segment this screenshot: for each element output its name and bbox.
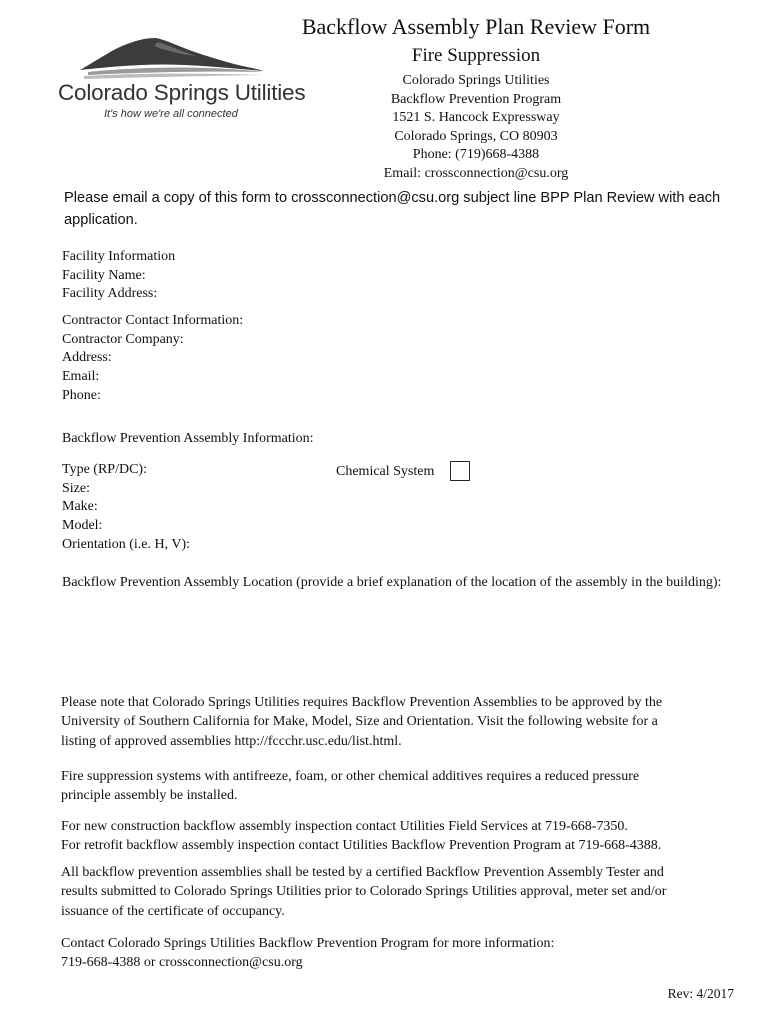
assembly-heading: Backflow Prevention Assembly Information:: [62, 431, 314, 446]
assembly-make-field[interactable]: Make:: [62, 499, 98, 515]
facility-heading: Facility Information: [62, 249, 176, 264]
program-name: Backflow Prevention Program: [390, 91, 562, 107]
form-subtitle: Fire Suppression: [411, 45, 541, 66]
chemical-system-checkbox[interactable]: [450, 461, 470, 481]
org-phone: Phone: (719)668-4388: [412, 147, 540, 163]
inspection-contact-note: [61, 817, 731, 856]
note-line: issuance of the certificate of occupancy.: [61, 903, 285, 919]
fire-suppression-note: [61, 767, 731, 806]
note-line: principle assembly be installed.: [61, 788, 238, 804]
street-address: 1521 S. Hancock Expressway: [392, 110, 560, 126]
note-line: results submitted to Colorado Springs Utilities prior to Colorado Springs Utilities approval, meter set and/or: [61, 884, 667, 900]
assembly-section: [62, 461, 190, 555]
facility-section: [62, 248, 175, 304]
org-name: Colorado Springs Utilities: [402, 73, 550, 88]
assembly-location-field[interactable]: Backflow Prevention Assembly Location (provide a brief explanation of the location of the assembly in the building):: [62, 575, 722, 590]
chemical-system-label: Chemical System: [336, 464, 435, 479]
assembly-model-field[interactable]: Model:: [62, 518, 103, 534]
testing-requirement-note: [61, 863, 731, 921]
logo-tagline: It's how we're all connected: [104, 108, 238, 120]
facility-name-field[interactable]: Facility Name:: [62, 267, 146, 283]
contractor-address-field[interactable]: Address:: [62, 350, 112, 366]
contractor-phone-field[interactable]: Phone:: [62, 387, 101, 403]
facility-address-field[interactable]: Facility Address:: [62, 286, 158, 302]
note-line: Please note that Colorado Springs Utilities requires Backflow Prevention Assemblies to be approved by the: [61, 695, 663, 710]
form-title: Backflow Assembly Plan Review Form: [301, 14, 651, 39]
note-line: listing of approved assemblies http://fccchr.usc.edu/list.html.: [61, 733, 402, 749]
org-email: Email: crossconnection@csu.org: [383, 165, 569, 181]
note-line: Contact Colorado Springs Utilities Backflow Prevention Program for more information:: [61, 936, 555, 951]
note-line: University of Southern California for Make, Model, Size and Orientation. Visit the following website for a: [61, 714, 658, 730]
assembly-orientation-field[interactable]: Orientation (i.e. H, V):: [62, 536, 191, 552]
org-contact-block: [300, 72, 652, 184]
assembly-size-field[interactable]: Size:: [62, 480, 90, 496]
assembly-type-field[interactable]: Type (RP/DC):: [62, 462, 147, 477]
note-line: All backflow prevention assemblies shall be tested by a certified Backflow Prevention Assembly Tester and: [61, 865, 664, 880]
note-line: For retrofit backflow assembly inspection contact Utilities Backflow Prevention Program at 719-668-4388.: [61, 838, 662, 854]
contractor-email-field[interactable]: Email:: [62, 369, 100, 385]
program-contact-note: [61, 934, 731, 973]
note-line: 719-668-4388 or crossconnection@csu.org: [61, 955, 303, 971]
note-line: For new construction backflow assembly inspection contact Utilities Field Services at 719-668-7350.: [61, 819, 628, 834]
email-instruction: Please email a copy of this form to crossconnection@csu.org subject line BPP Plan Review with each application.: [64, 190, 721, 228]
revision-date: Rev: 4/2017: [667, 986, 734, 1001]
city-state-zip: Colorado Springs, CO 80903: [394, 128, 558, 144]
usc-approval-note: [61, 693, 731, 751]
contractor-heading: Contractor Contact Information:: [62, 313, 244, 328]
logo-wordmark: Colorado Springs Utilities: [58, 80, 306, 105]
contractor-section: [62, 312, 243, 406]
note-line: Fire suppression systems with antifreeze, foam, or other chemical additives requires a reduced pressure: [61, 769, 640, 784]
contractor-company-field[interactable]: Contractor Company:: [62, 331, 184, 347]
